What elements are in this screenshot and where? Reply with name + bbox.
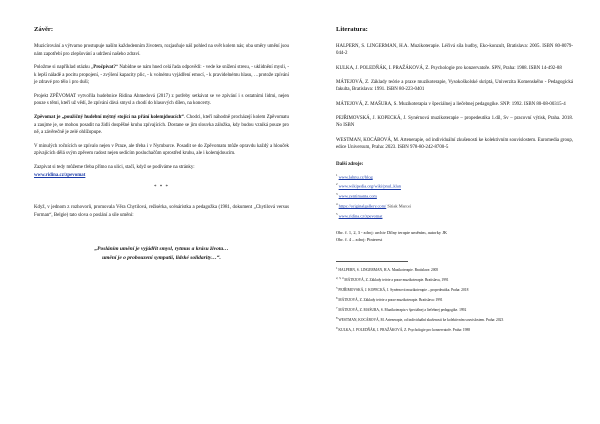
footnote-number: 5: [336, 286, 338, 291]
web-source-link[interactable]: www.wikipedia.org/wiki/pnul_klan: [338, 183, 401, 189]
quote-block: [34, 245, 289, 263]
zpevomat-link[interactable]: www.ridina.cz/zpevomat: [34, 172, 86, 178]
paragraph-why-sing: [34, 64, 289, 87]
web-source-link[interactable]: www.ridina.cz/zpevomat: [338, 212, 383, 218]
footnote-text: WESTMAN, KOCÁBOVÁ, M. Artenerapie, od individuální zkušenosti ke kolektivním souvislostem. Praha: 2023: [338, 318, 504, 323]
footnote-text: KULKA, J. POLEDŇÁK, I. PRAŽÁKOVÁ, Z. Psychologie pro konzervatoře. Praha: 1988: [338, 328, 471, 333]
other-sources-heading: Další zdroje:: [336, 161, 364, 167]
paragraph-why-sing-post: “ Nabídne se nám hned celá řada odpovědí: - vede ke snížení stresu, - uklidnění mysli, - k lepší náladě a pocitu propojení, - zvýšení kapacity plic, - k volnému vyjádření emocí, - k pravidelnému hlasu, …protože zpívání je zdravé pro tělo i pro duši;: [34, 65, 289, 86]
reference-item: MÁTEJOVÁ, Z. MAŠURA, S. Muzikoterapia v špeciálnej a liečebnej pedagogike. SNP: 1992. ISBN 80-08-00315-4: [336, 101, 566, 107]
paragraph-zpevomat-bold: Zpěvomat je „použičný hudební mýtný stojící na přání kolemjdoucích“: [34, 115, 184, 121]
paragraph-project: Projekt ZPĚVOMAT vytvořila hudebnice Ridina Ahmedová (2017) z potřeby setkávat se ve zpívání i s ostatními lidmi, ne‌‌jen pouze s těmi, kteří už vědí, že zpívání dává smysl a chodí do hlasových dílen, na koncerty.: [34, 93, 289, 107]
web-source-number: 2: [336, 182, 338, 187]
paragraph-past-years: V minulých ročnících se zpívalo nejen v Praze, ale třeba i v Nymburce. Posadit se do Zpěvomatu může opravdu každý a hlouček zpívajících dělá svým zpěvem radost nejen sedícím posluchačům uprostřed kruhu, ale i kolemjdoucím.: [34, 143, 289, 157]
paragraph-zpevomat: [34, 114, 289, 137]
reference-item: MÁTEJOVÁ, Z. Základy teórie a praxe muzikoterapie, Vysokoškolské skriptá, Univerzita Komenského - Pedagogická fakulta, Bratislava: 1991. ISBN 80-223-0401: [336, 79, 573, 93]
web-source-item: [336, 174, 573, 180]
paragraph-sing-street-text: Zazpívat si tedy můžeme třeba přímo na ulici, stačí, když se podíváme na stránky:: [34, 165, 195, 171]
web-source-item: [336, 183, 573, 189]
paragraph-why-sing-pre: Položme si například otázku „: [34, 65, 94, 71]
section-separator: * * *: [154, 185, 169, 191]
web-source-item: [336, 213, 573, 219]
web-source-list: [336, 174, 573, 219]
web-source-number: 3: [336, 192, 338, 196]
footnote-text: MÁTEJOVÁ, Z. MAŠURA, S. Muzikoterapia v špeciálnej a liečebnej pedagogike. 1992: [338, 308, 467, 313]
web-source-item: [336, 203, 573, 209]
web-source-number: 1: [336, 172, 338, 177]
quote-line-2: umění je o probouzení sympatií, lidské solidarity…“.: [102, 255, 221, 262]
web-source-note: Sitiak Marcei: [386, 203, 412, 209]
image-credits: [336, 230, 573, 243]
footnote-item: [336, 306, 573, 314]
footnote-number: 6: [336, 296, 338, 301]
web-source-number: 4: [336, 201, 338, 206]
reference-item: HALPERN, S. LINGERMAN, H.A. Muzikoterapie. Léčivá síla hudby, Eko-konzult, Bratislava: 2005. ISBN 80-8079-044-2: [336, 43, 573, 57]
web-source-link[interactable]: www.zentimanta.com: [338, 193, 377, 199]
footnote-text: PEJŘIMOVSKÁ, J. KOPECKÁ, J. Synérnová muzikoterapie – propedeutika. Praha: 2018: [338, 288, 469, 293]
footnote-item: [336, 316, 573, 324]
web-source-item: [336, 193, 573, 199]
footnote-item: [336, 326, 573, 334]
literature-heading: Literatura:: [336, 26, 368, 33]
footnote-text: MÁTEJOVÁ, Z. Základy teórie a praxe muzikoterapie. Bratislava: 1991: [338, 298, 443, 303]
footnote-item: [336, 266, 573, 274]
footnote-number: 7: [336, 306, 338, 311]
footnote-list: [336, 266, 573, 334]
paragraph-why-sing-question: Pročpívat?: [93, 65, 116, 71]
quote-line-1: „Posláním umění je vyjádřit smysl, rytmus a krásu života…: [94, 246, 229, 253]
conclusion-heading: Závěr:: [34, 26, 54, 33]
paragraph-chytilova: Když, v jednom z rozhovorů, promovala Věra Chytilová, režisérka, scénáristka a pedagožka (1981, dokument „Chytilová versus Forman“, Belgie) tato slova o poslání a síle umění:: [34, 205, 289, 218]
footnote-text: MÁTEJOVÁ, Z. Základy teórie a praxe muzikoterapie. Bratislava, 1991: [344, 278, 449, 283]
right-page: [300, 0, 600, 424]
footnote-divider: [336, 261, 408, 262]
paragraph-sing-street: [34, 164, 289, 179]
footnote-number: 2, 3, 4: [336, 276, 344, 281]
footnote-item: [336, 276, 573, 284]
web-source-number: 5: [336, 211, 338, 216]
paragraph-zpevomat-rest: . Chodci, kteří náhodně procházejí kolem Zpěvomatu a zaujme je, se mohou posadit na židli dospěšné kruhu zpívajících. Dostane se jim slouvka záložka, kdy budou vzniká pouze pro ně, a závěrečně je zelé ohlížopupe.: [34, 115, 289, 136]
web-source-link[interactable]: https://originalgallery.com/: [338, 203, 387, 209]
paragraph-intro: Muzicírování a výtvarno prostupuje naším každodenním životem, rozjasňuje náš pohled na svět kolem nás; oba směry umění jsou nám zapotřebí pro zlepšování a udržení našeho zdraví.: [34, 43, 289, 57]
footnote-text: HALPERN, S. LINGERMAN, H.A. Muzikoterapie. Bratislava: 2005: [338, 268, 439, 273]
footnote-number: 8: [336, 316, 338, 321]
reference-item: WESTMAN, KOCÁBOVÁ, M. Artenerapie, od individuální zkušenosti ke kolektivním souvislostem. Euromedia group, edice Universum, Praha: 2023. ISBN 978-80-242-8700-5: [336, 137, 573, 151]
reference-item: KULKA, J. POLEDŇÁK, I. PRAŽÁKOVÁ, Z. Psychologie pro konzervatoře. SPN, Praha: 1988. ISBN 14-492-88: [336, 65, 562, 71]
web-source-link[interactable]: www.lahnu.cz/blog: [338, 173, 373, 179]
reference-list: [336, 43, 573, 152]
footnote-number: 1: [336, 266, 338, 271]
reference-item: PEJŘIMOVSKÁ, J. KOPECKÁ, J. Synérnová muzikoterapie – propedeutika 1.díl, Sv – pracovní výtisk, Praha. 2018. No ISBN: [336, 116, 573, 129]
image-credit-line: Obr. č. 4 – zdroj: Pinterest: [336, 236, 383, 242]
footnote-item: [336, 296, 573, 304]
image-credit-line: Obr. č. 1, 2, 3 - zdroj: archiv Dílny terapie uměním, autorky JK: [336, 230, 448, 236]
footnote-item: [336, 286, 573, 294]
footnote-number: 9: [336, 326, 338, 331]
